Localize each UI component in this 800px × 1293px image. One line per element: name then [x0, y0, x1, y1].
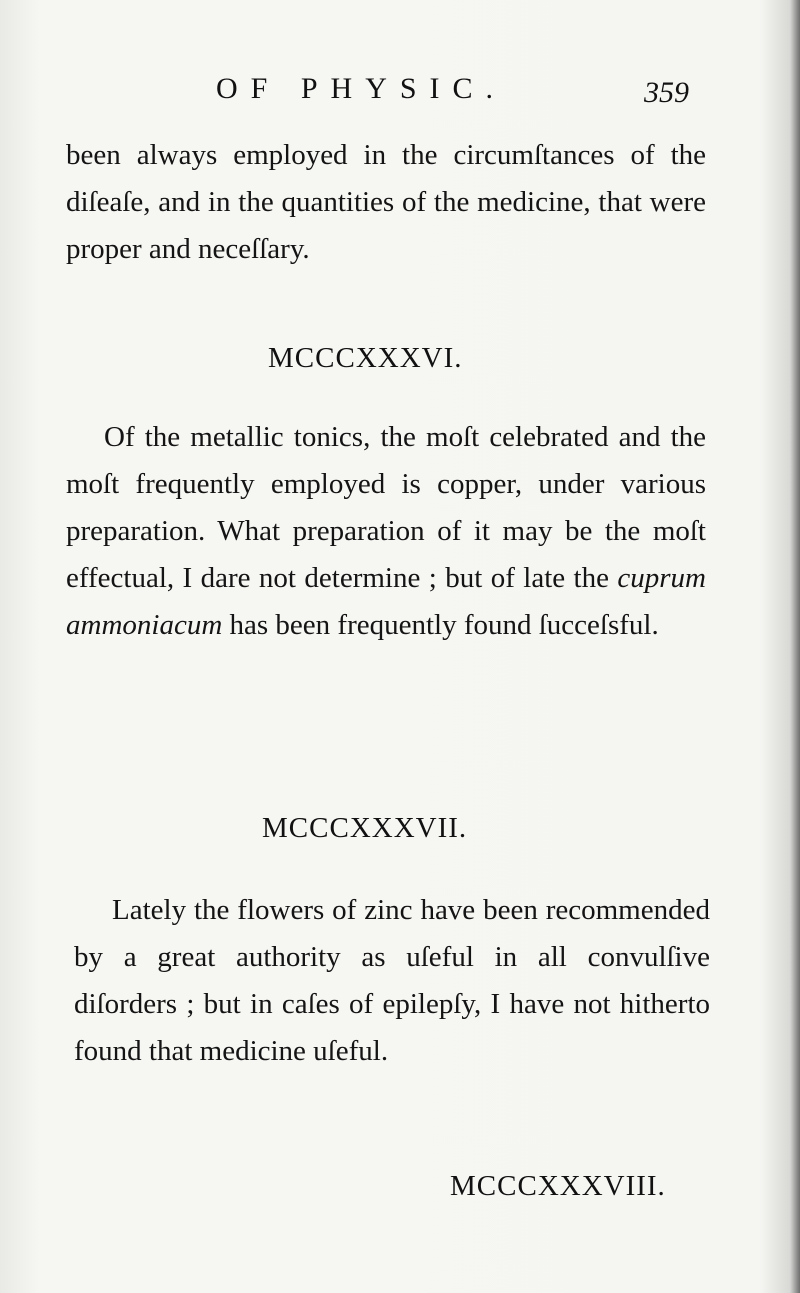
paragraph-text: has been frequently found ſucceſsful.: [222, 609, 659, 641]
paragraph-zinc: Lately the flowers of zinc have been recommended by a great authority as uſeful in all convulſive diſorders ; but in caſes of epilepſy, I have not hitherto found that medicine uſeful.: [74, 894, 710, 1067]
page-title: OF PHYSIC.: [216, 72, 507, 105]
running-head: [0, 72, 800, 112]
page-number: 359: [644, 76, 689, 109]
paragraph-text: Of the metallic tonics, the moſt celebrated and the moſt frequently employed is copper, under various preparation. What preparation of it may be the moſt effectual, I dare not determine ; but of late the: [66, 421, 706, 594]
section-heading: MCCCXXXVII.: [262, 812, 468, 844]
paragraph-continued: been always employed in the circumſtances of the diſeaſe, and in the quantities of the medicine, that were proper and neceſſary.: [66, 139, 706, 265]
section-heading: MCCCXXXVIII.: [450, 1170, 666, 1202]
section-heading: MCCCXXXVI.: [268, 342, 463, 374]
italic-term: cuprum ammoniacum: [66, 562, 706, 641]
paragraph-metallic-tonics: [66, 414, 706, 649]
